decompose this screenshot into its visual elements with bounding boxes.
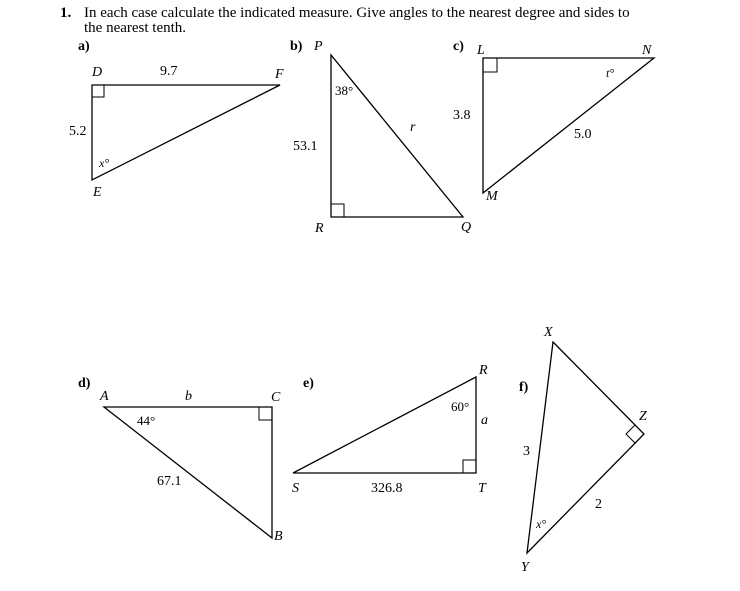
- side-xy-length: 3: [523, 444, 530, 459]
- side-de-length: 5.2: [69, 124, 87, 139]
- part-a-label: a): [78, 39, 90, 54]
- side-lm-length: 3.8: [453, 108, 471, 123]
- angle-e-label: x°: [99, 156, 110, 170]
- side-st-length: 326.8: [371, 481, 403, 496]
- right-angle-marker-a: [92, 85, 104, 97]
- right-angle-marker-e: [463, 460, 476, 473]
- vertex-d: D: [92, 65, 103, 80]
- vertex-l: L: [477, 43, 485, 58]
- angle-r-label: 60°: [451, 399, 470, 414]
- side-ac-label: b: [185, 389, 192, 404]
- vertex-r-b: R: [315, 221, 324, 236]
- part-d-label: d): [78, 376, 91, 391]
- side-df-length: 9.7: [160, 64, 178, 79]
- triangle-e-shape: [293, 377, 476, 473]
- angle-p-label: 38°: [335, 83, 354, 98]
- triangle-f: [519, 325, 647, 575]
- vertex-a: A: [100, 389, 109, 404]
- vertex-m: M: [486, 189, 498, 204]
- right-angle-marker-d: [259, 407, 272, 420]
- part-e-label: e): [303, 376, 314, 391]
- side-mn-length: 5.0: [574, 127, 592, 142]
- vertex-r-e: R: [479, 363, 488, 378]
- vertex-z: Z: [639, 409, 647, 424]
- right-angle-marker-c: [483, 58, 497, 72]
- triangle-d-shape: [104, 407, 272, 538]
- triangle-b: [290, 39, 471, 236]
- part-c-label: c): [453, 39, 464, 54]
- side-zy-length: 2: [595, 497, 602, 512]
- vertex-f: F: [275, 67, 284, 82]
- side-rt-label: a: [481, 413, 488, 428]
- vertex-b: B: [274, 529, 283, 544]
- problem-instruction-line2: the nearest tenth.: [84, 20, 187, 36]
- vertex-n: N: [642, 43, 652, 58]
- side-pr-length: 53.1: [293, 139, 318, 154]
- right-angle-marker-f: [626, 425, 635, 443]
- triangle-a: [69, 39, 284, 200]
- part-f-label: f): [519, 380, 529, 395]
- part-b-label: b): [290, 39, 303, 54]
- problem-instruction-line1: In each case calculate the indicated measure. Give angles to the nearest degree and sides to: [84, 5, 630, 21]
- triangle-b-shape: [331, 55, 463, 217]
- triangle-e: [292, 363, 488, 496]
- angle-y-label: x°: [536, 517, 547, 531]
- triangle-c: [453, 39, 654, 204]
- problem-number: 1.: [60, 5, 72, 21]
- side-pq-label: r: [410, 120, 416, 135]
- vertex-q: Q: [461, 220, 472, 235]
- vertex-y: Y: [521, 560, 529, 575]
- angle-n-label: t°: [606, 66, 615, 80]
- triangle-a-shape: [92, 85, 280, 180]
- triangle-d: [78, 376, 283, 544]
- vertex-s: S: [292, 481, 299, 496]
- vertex-t: T: [478, 481, 486, 496]
- vertex-p: P: [314, 39, 323, 54]
- vertex-x: X: [544, 325, 553, 340]
- right-angle-marker-b: [331, 204, 344, 217]
- angle-a-label: 44°: [137, 413, 156, 428]
- vertex-e: E: [93, 185, 102, 200]
- triangle-c-shape: [483, 58, 654, 193]
- side-ab-length: 67.1: [157, 474, 182, 489]
- vertex-c: C: [271, 390, 281, 405]
